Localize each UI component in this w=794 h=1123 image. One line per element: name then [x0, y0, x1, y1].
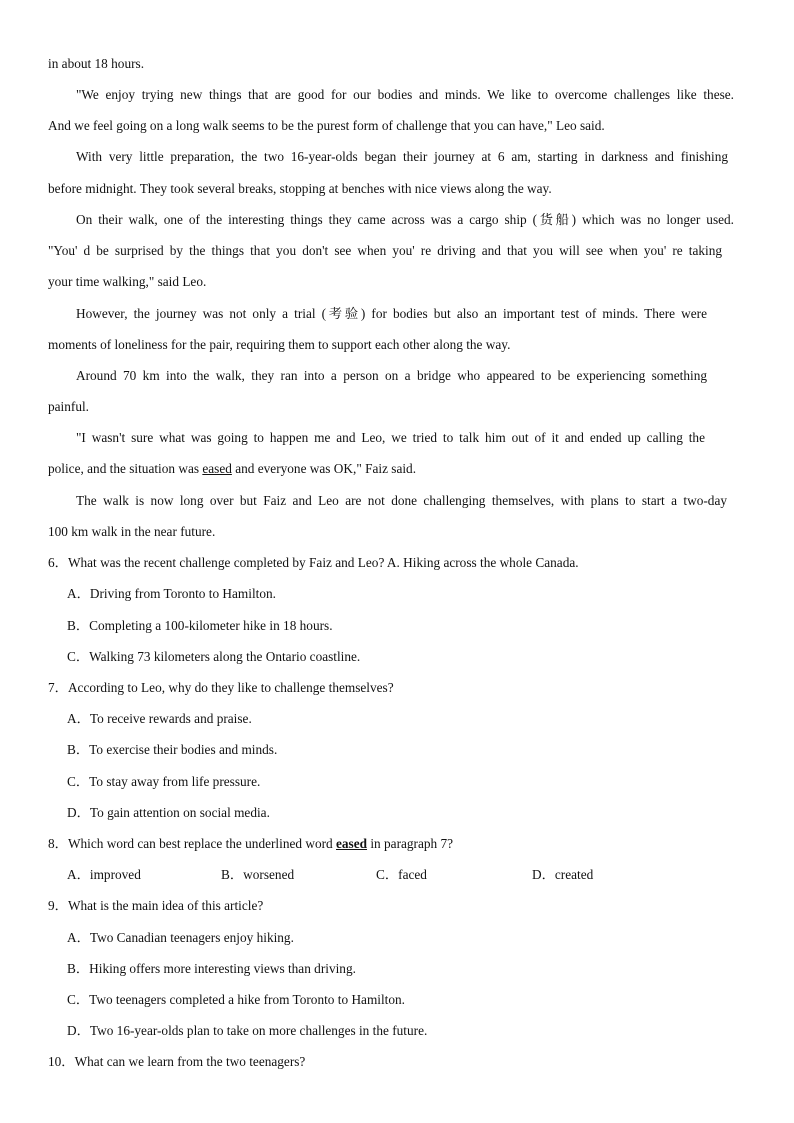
underlined-word: eased — [202, 461, 232, 476]
passage-line: your time walking," said Leo. — [48, 274, 207, 289]
passage-line: in about 18 hours. — [48, 56, 145, 71]
question-stem — [48, 834, 748, 854]
question-stem: 9．What is the main idea of this article? — [48, 898, 264, 913]
answer-option: B．Completing a 100-kilometer hike in 18 hours. — [67, 618, 333, 633]
underlined-word: eased — [336, 836, 368, 851]
passage-text: police, and the situation was — [48, 461, 203, 476]
answer-option: B．To exercise their bodies and minds. — [67, 742, 278, 757]
passage-line: Around 70 km into the walk, they ran into a person on a bridge who appeared to be experiencing something — [76, 368, 707, 383]
answer-option: D．Two 16-year-olds plan to take on more challenges in the future. — [67, 1023, 428, 1038]
answer-option: C．Walking 73 kilometers along the Ontario coastline. — [67, 649, 361, 664]
question-text: in paragraph 7? — [367, 836, 454, 851]
answer-option: D．To gain attention on social media. — [67, 805, 270, 820]
answer-option: A．Two Canadian teenagers enjoy hiking. — [67, 930, 294, 945]
answer-option: A．Driving from Toronto to Hamilton. — [67, 586, 276, 601]
answer-option: A．improved — [67, 867, 141, 882]
passage-line: before midnight. They took several breaks, stopping at benches with nice views along the way. — [48, 181, 552, 196]
question-text: 8．Which word can best replace the underlined word — [48, 836, 336, 851]
passage-line: "I wasn't sure what was going to happen me and Leo, we tried to talk him out of it and ended up calling the — [76, 430, 705, 445]
passage-line: 100 km walk in the near future. — [48, 524, 216, 539]
question-stem: 7．According to Leo, why do they like to challenge themselves? — [48, 680, 394, 695]
passage-line: The walk is now long over but Faiz and Leo are not done challenging themselves, with plans to start a two-day — [76, 493, 727, 508]
answer-option: C．To stay away from life pressure. — [67, 774, 261, 789]
passage-line: However, the journey was not only a trial (考验) for bodies but also an important test of minds. There were — [76, 306, 707, 321]
question-stem: 10．What can we learn from the two teenagers? — [48, 1054, 306, 1069]
passage-line: On their walk, one of the interesting things they came across was a cargo ship (货船) which was no longer used. — [76, 212, 734, 227]
passage-line: And we feel going on a long walk seems to be the purest form of challenge that you can have," Leo said. — [48, 118, 605, 133]
passage-line — [48, 459, 748, 479]
answer-option: B．worsened — [221, 867, 295, 882]
answer-option: A．To receive rewards and praise. — [67, 711, 252, 726]
answer-option: D．created — [532, 867, 594, 882]
answer-option: C．faced — [376, 867, 427, 882]
passage-line: moments of loneliness for the pair, requiring them to support each other along the way. — [48, 337, 511, 352]
passage-line: painful. — [48, 399, 89, 414]
passage-text: and everyone was OK," Faiz said. — [231, 461, 417, 476]
question-stem: 6．What was the recent challenge completed by Faiz and Leo? A. Hiking across the whole Canada. — [48, 555, 579, 570]
answer-option: C．Two teenagers completed a hike from Toronto to Hamilton. — [67, 992, 405, 1007]
passage-line: "We enjoy trying new things that are good for our bodies and minds. We like to overcome challenges like these. — [76, 87, 734, 102]
passage-line: "You' d be surprised by the things that you don't see when you' re driving and that you will see when you' re taking — [48, 243, 722, 258]
passage-line: With very little preparation, the two 16-year-olds began their journey at 6 am, starting in darkness and finishing — [76, 149, 728, 164]
answer-option: B．Hiking offers more interesting views than driving. — [67, 961, 356, 976]
